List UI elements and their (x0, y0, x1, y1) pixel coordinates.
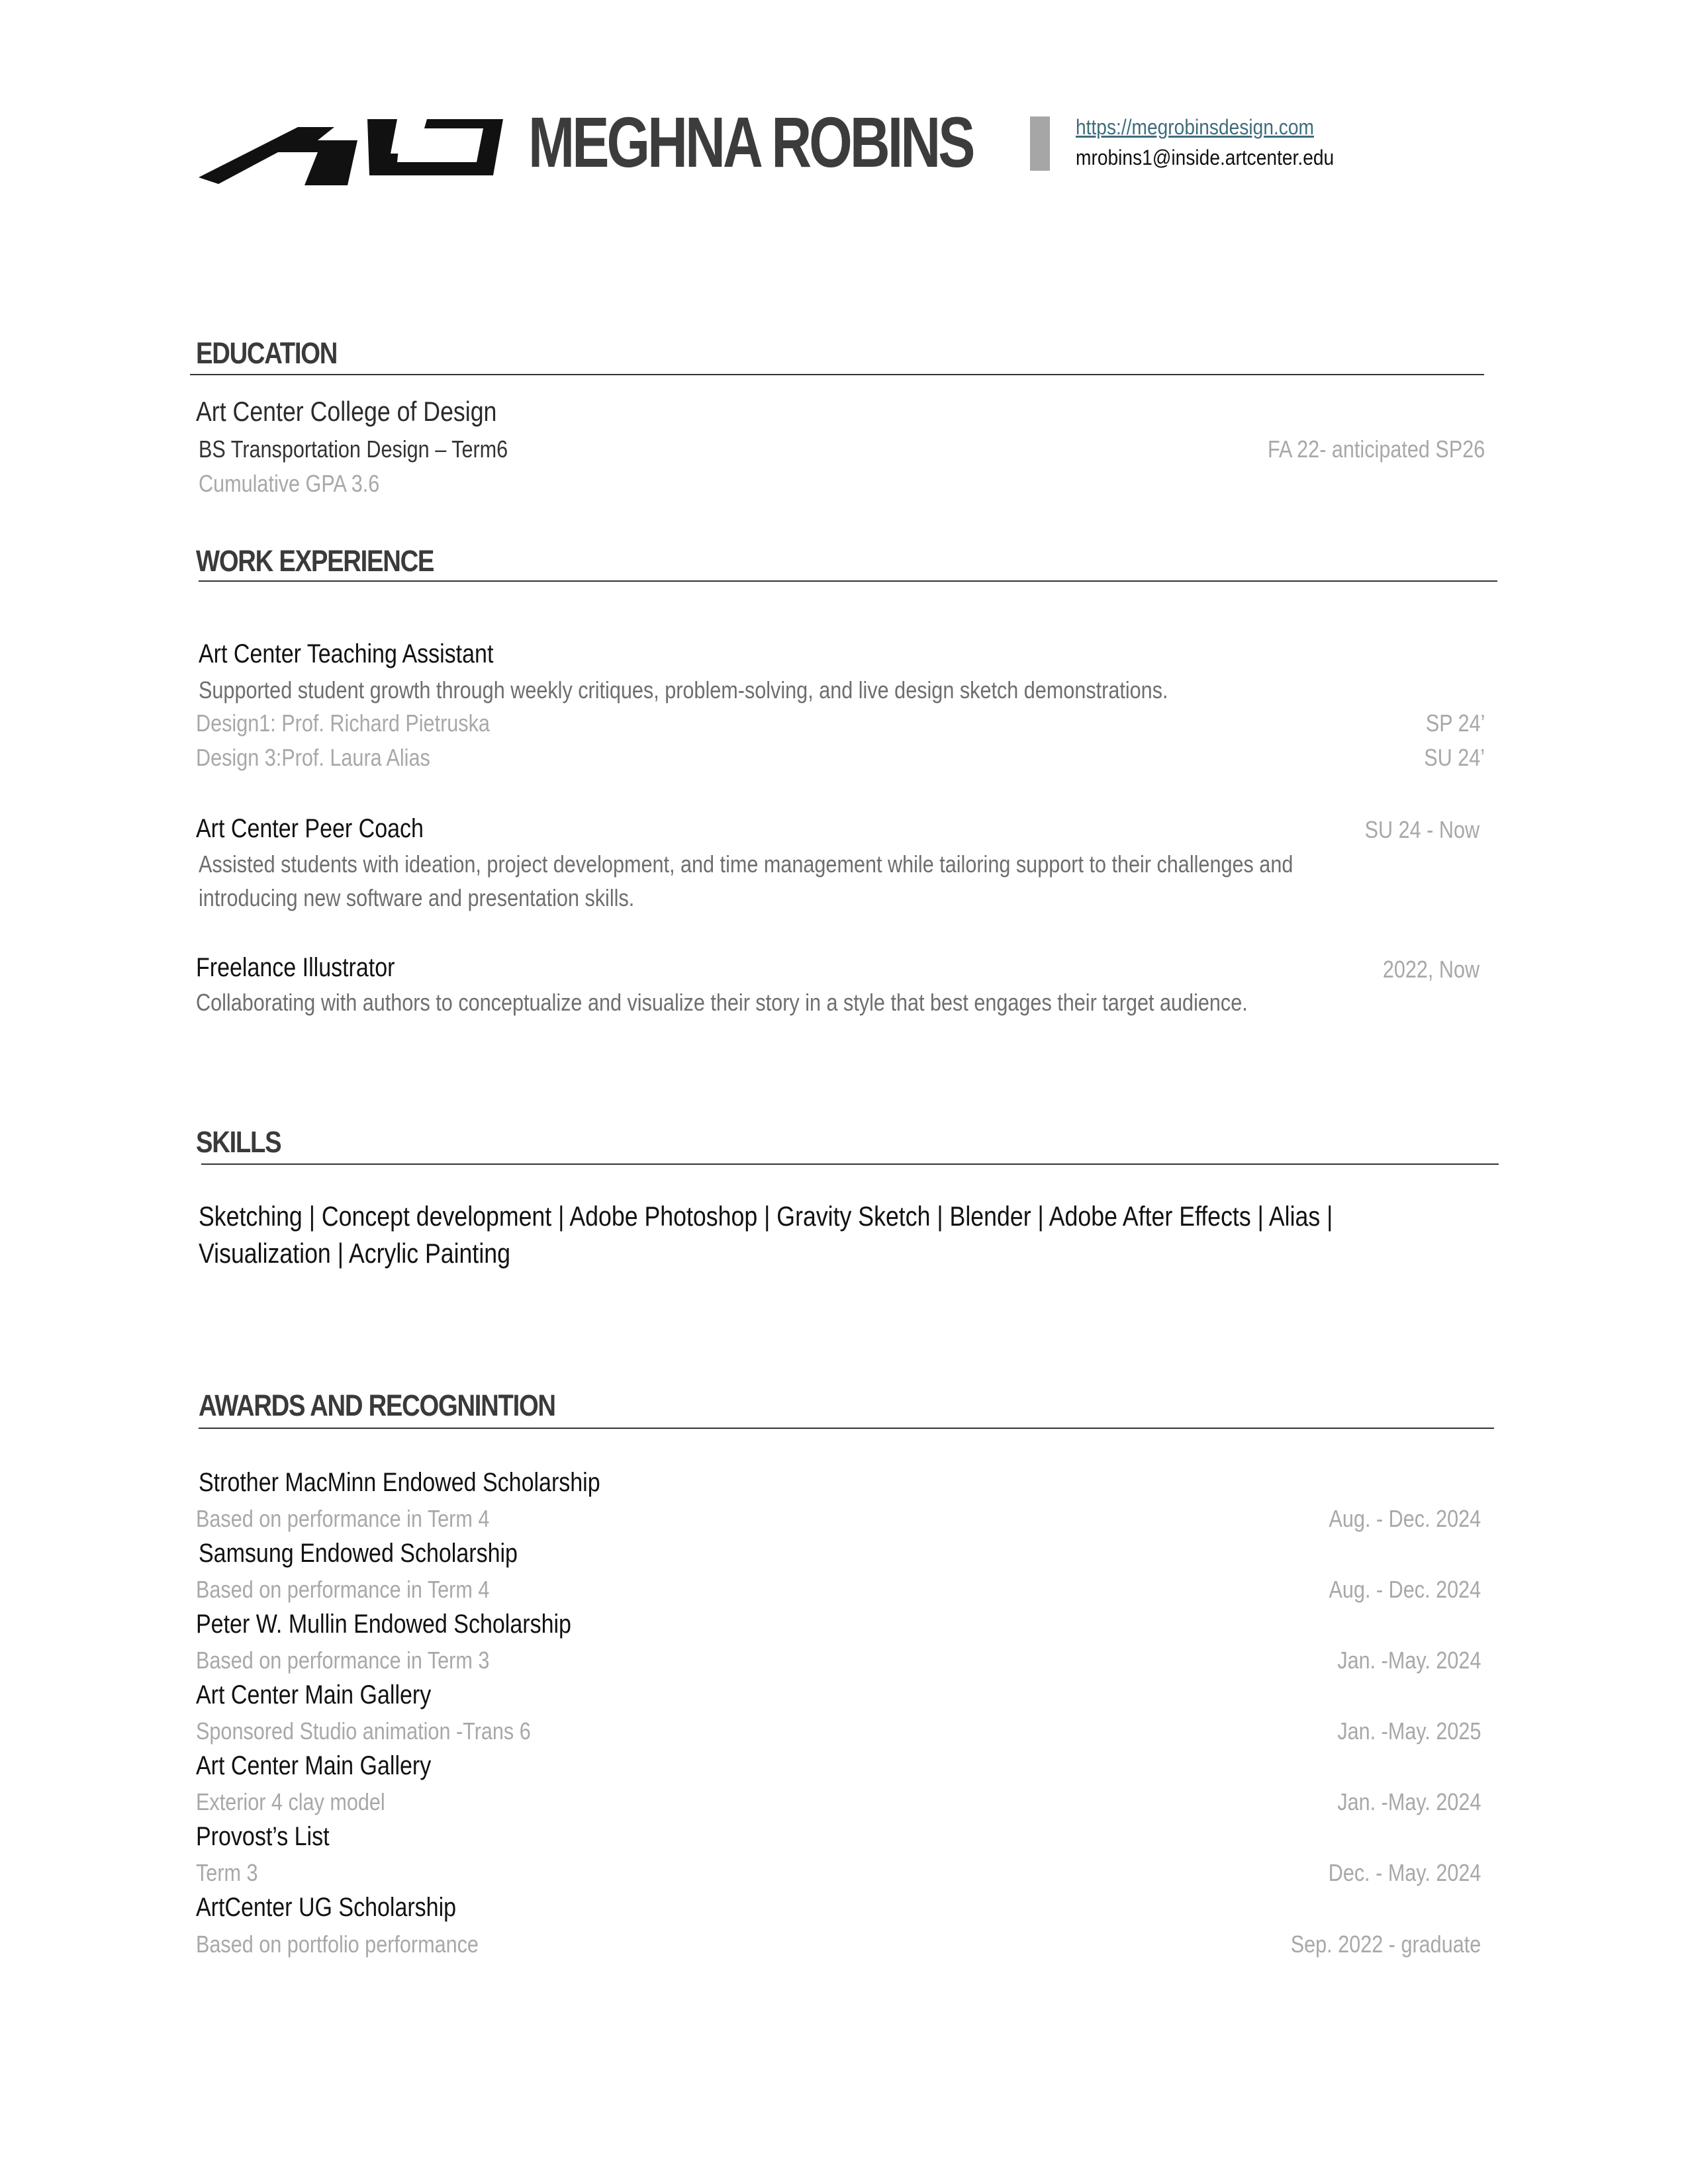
award-title: Strother MacMinn Endowed Scholarship (199, 1468, 600, 1497)
ta-course-2: Design 3:Prof. Laura Alias (196, 744, 430, 771)
skills-heading: SKILLS (196, 1125, 281, 1159)
award-detail: Exterior 4 clay model (196, 1788, 385, 1815)
ta-course-1-date: SP 24’ (1425, 709, 1485, 737)
ta-course-2-date: SU 24’ (1424, 744, 1485, 771)
coach-description-line-1: Assisted students with ideation, project development, and time management while tailoring support to their challenges and (199, 850, 1293, 878)
gpa: Cumulative GPA 3.6 (199, 470, 380, 497)
awards-rule (199, 1428, 1494, 1429)
freelance-description: Collaborating with authors to conceptualize and visualize their story in a style that best engages their target audience. (196, 989, 1248, 1016)
freelance-dates: 2022, Now (1382, 956, 1479, 983)
award-date: Jan. -May. 2024 (1336, 1788, 1481, 1815)
coach-dates: SU 24 - Now (1364, 816, 1479, 843)
award-title: Art Center Main Gallery (196, 1751, 432, 1780)
ta-title: Art Center Teaching Assistant (199, 639, 494, 668)
ta-description: Supported student growth through weekly critiques, problem-solving, and live design sketch demonstrations. (199, 676, 1168, 704)
award-date: Jan. -May. 2025 (1336, 1717, 1481, 1745)
skills-list: Sketching | Concept development | Adobe Photoshop | Gravity Sketch | Blender | Adobe After Effects | Alias | Visualization | Acrylic Painting (199, 1201, 1333, 1269)
award-detail: Based on performance in Term 4 (196, 1505, 490, 1532)
award-title: Samsung Endowed Scholarship (199, 1539, 518, 1568)
portfolio-link[interactable]: https://megrobinsdesign.com (1076, 115, 1315, 139)
award-title: ArtCenter UG Scholarship (196, 1893, 457, 1922)
skills-rule (201, 1163, 1499, 1165)
coach-description-line-2: introducing new software and presentation skills. (199, 884, 635, 911)
work-rule (199, 580, 1497, 582)
award-date: Aug. - Dec. 2024 (1329, 1505, 1481, 1532)
school-name: Art Center College of Design (196, 396, 497, 427)
education-dates: FA 22- anticipated SP26 (1267, 435, 1485, 463)
award-detail: Term 3 (196, 1859, 258, 1886)
award-detail: Based on portfolio performance (196, 1931, 479, 1958)
award-title: Art Center Main Gallery (196, 1680, 432, 1709)
award-detail: Based on performance in Term 4 (196, 1576, 490, 1603)
award-detail: Sponsored Studio animation -Trans 6 (196, 1717, 531, 1745)
award-detail: Based on performance in Term 3 (196, 1647, 490, 1674)
name-divider-bar (1030, 116, 1050, 171)
resume-name: MEGHNA ROBINS (528, 102, 973, 182)
awards-heading: AWARDS AND RECOGNINTION (199, 1388, 555, 1422)
award-date: Sep. 2022 - graduate (1290, 1931, 1481, 1958)
education-heading: EDUCATION (196, 336, 338, 370)
email-address: mrobins1@inside.artcenter.edu (1076, 146, 1335, 169)
logo-icon (199, 113, 503, 185)
award-date: Aug. - Dec. 2024 (1329, 1576, 1481, 1603)
degree: BS Transportation Design – Term6 (199, 435, 508, 463)
award-title: Peter W. Mullin Endowed Scholarship (196, 1610, 571, 1639)
education-rule (190, 374, 1484, 375)
award-title: Provost’s List (196, 1822, 330, 1851)
ta-course-1: Design1: Prof. Richard Pietruska (196, 709, 490, 737)
freelance-title: Freelance Illustrator (196, 953, 395, 982)
award-date: Jan. -May. 2024 (1336, 1647, 1481, 1674)
coach-title: Art Center Peer Coach (196, 814, 424, 843)
award-date: Dec. - May. 2024 (1328, 1859, 1481, 1886)
work-heading: WORK EXPERIENCE (196, 544, 434, 578)
